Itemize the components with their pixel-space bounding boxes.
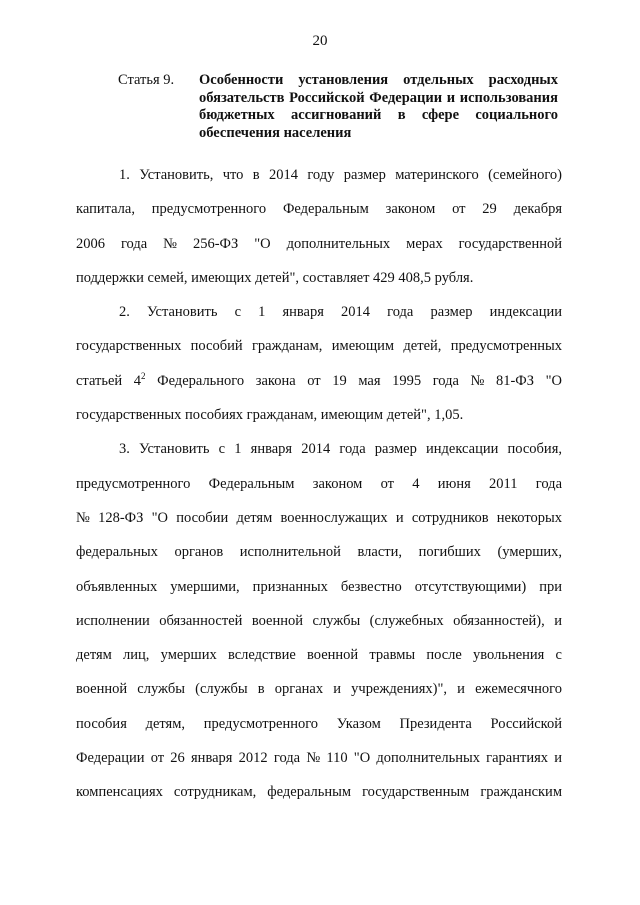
paragraph-line: федеральных органов исполнительной власти, погибших (умерших, xyxy=(76,544,562,561)
paragraph-line-with-superscript xyxy=(76,364,562,398)
page-number: 20 xyxy=(312,33,328,49)
superscript-number: 2 xyxy=(141,370,146,381)
article-body xyxy=(76,158,562,810)
article-label: Статья 9. xyxy=(118,72,175,88)
paragraph-line: 3. Установить с 1 января 2014 года размер индексации пособия, xyxy=(119,441,562,458)
paragraph-line: № 128-ФЗ "О пособии детям военнослужащих и сотрудников некоторых xyxy=(76,509,562,526)
paragraph-line: Федерации от 26 января 2012 года № 110 "О дополнительных гарантиях и xyxy=(76,750,562,767)
paragraph-line: исполнении обязанностей военной службы (служебных обязанностей), и xyxy=(76,612,562,629)
paragraph-3 xyxy=(76,432,562,809)
paragraph-2 xyxy=(76,295,562,432)
paragraph-line: предусмотренного Федеральным законом от 4 июня 2011 года xyxy=(76,475,562,492)
paragraph-line: 1. Установить, что в 2014 году размер материнского (семейного) xyxy=(119,167,562,183)
paragraph-line: капитала, предусмотренного Федеральным законом от 29 декабря xyxy=(76,201,562,218)
paragraph-line: 2. Установить с 1 января 2014 года размер индексации xyxy=(119,304,562,321)
paragraph-line: государственных пособиях гражданам, имеющим детей", 1,05. xyxy=(76,407,464,424)
article-reference-text: статьей 4 xyxy=(76,372,142,389)
paragraph-line: поддержки семей, имеющих детей", составляет 429 408,5 рубля. xyxy=(76,269,474,286)
law-reference-text: Федерального закона от 19 мая 1995 года № 81-ФЗ "О xyxy=(145,372,563,389)
paragraph-line: компенсациях сотрудникам, федеральным государственным гражданским xyxy=(76,784,562,801)
article-title: Особенности установления отдельных расходных обязательств Российской Федерации и использования бюджетных ассигнований в сфере социального обеспечения населения xyxy=(199,72,558,141)
paragraph-line: военной службы (службы в органах и учреждениях)", и ежемесячного xyxy=(76,681,562,698)
paragraph-line: объявленных умершими, признанных безвестно отсутствующими) при xyxy=(76,578,562,595)
paragraph-line: государственных пособий гражданам, имеющим детей, предусмотренных xyxy=(76,338,562,355)
paragraph-line: 2006 года № 256-ФЗ "О дополнительных мерах государственной xyxy=(76,235,562,252)
paragraph-line: пособия детям, предусмотренного Указом Президента Российской xyxy=(76,715,562,732)
paragraph-1 xyxy=(76,158,562,295)
paragraph-line: детям лиц, умерших вследствие военной травмы после увольнения с xyxy=(76,647,562,664)
